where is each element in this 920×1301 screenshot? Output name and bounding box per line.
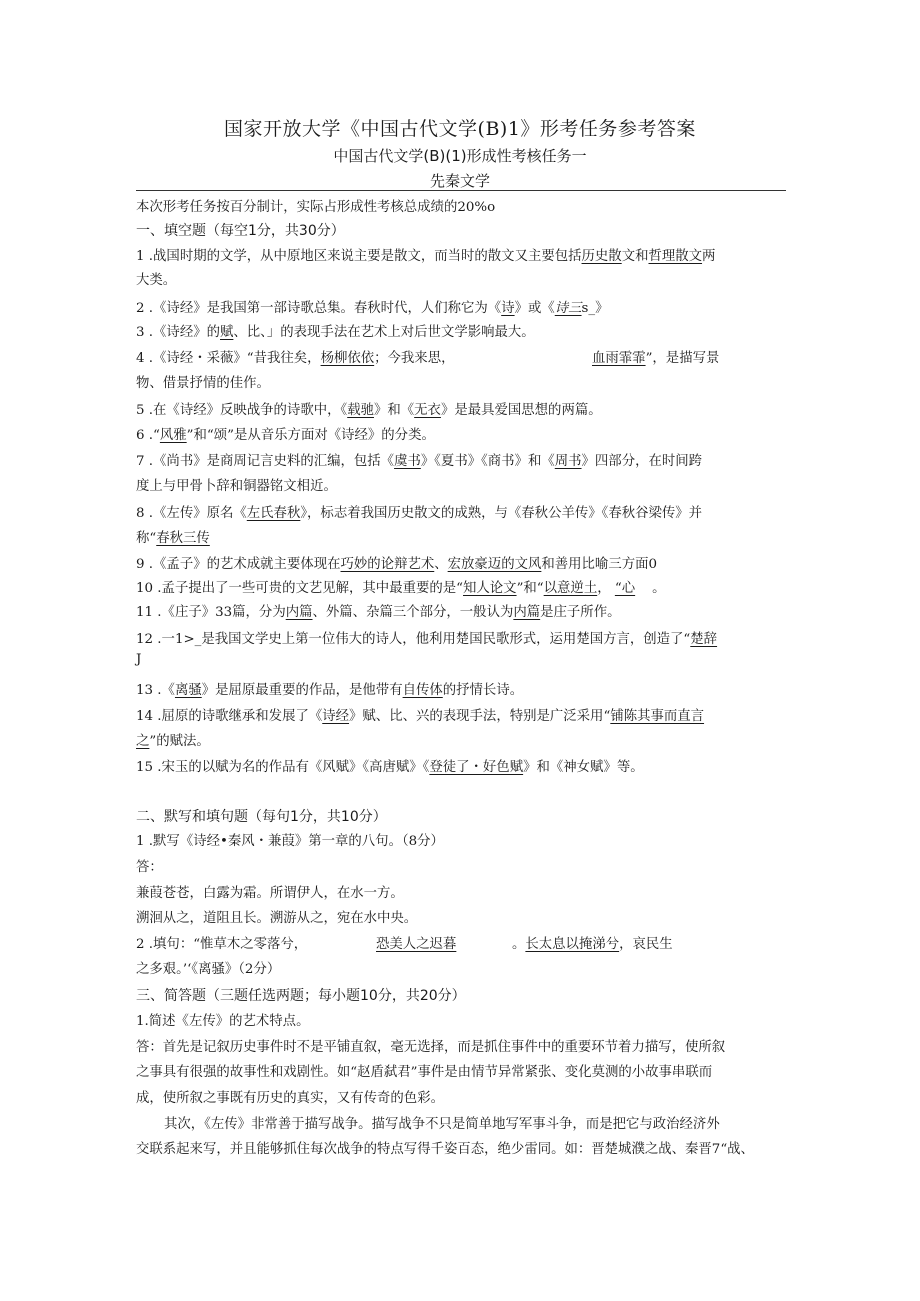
question-1 [136,245,715,264]
answer-blank: 诗 [501,301,515,316]
answer-blank: 春秋三传 [156,531,210,546]
question-3 [136,321,535,340]
q-text: 。 [512,937,526,952]
q-text: ”和“颂”是从音乐方面对《诗经》的分类。 [186,428,435,443]
answer-blank: 知人论文 [463,581,517,596]
q-text: 和善用比喻三方面0 [541,557,658,572]
question-14-cont [136,730,210,749]
q-text: 、外篇、杂篇三个部分，一般认为 [312,605,514,620]
answer-paragraph-2-line-1: 其次，《左传》非常善于描写战争。描写战争不只是简单地写军事斗争，而是把它与政治经济外 [164,1117,720,1132]
answer-blank: 宏放豪迈的文风 [447,557,542,572]
question-6 [136,424,435,443]
document-subtitle: 中国古代文学(B)(1)形成性考核任务一 [333,147,587,165]
answer-blank: 周书 [554,454,582,469]
dictation-answer-line-2: 溯洄从之，道阻且长。溯游从之，宛在水中央。 [136,911,418,926]
q-text: ”的赋法。 [149,734,210,749]
question-7-cont: 度上与甲骨卜辞和铜器铭文相近。 [136,479,337,494]
answer-blank: 历史散 [581,249,622,264]
q-text: 》四部分，在时间跨 [581,454,703,469]
section-heading-fill-in: 一、填空题（每空1分，共30分） [136,223,345,239]
q-text: 5 .在《诗经》反映战争的诗歌中，《 [136,403,348,418]
q-text: 》和《神女赋》等。 [523,760,644,775]
answer-blank: 虞书 [394,454,421,469]
answer-blank: 楚辞 [690,632,718,647]
question-10 [136,577,666,596]
q-text: 15 .宋玉的以赋为名的作品有《风赋》《高唐赋》《 [136,760,430,775]
answer-blank: 内篇 [513,605,541,620]
answer-blank: 铺陈其事而直言 [610,709,705,724]
q-text: 7 .《尚书》是商周记言史料的汇编，包括《 [136,454,395,469]
question-8-cont [136,527,210,546]
answer-blank: 离骚 [174,683,202,698]
answer-blank: “心 [614,581,636,596]
document-title: 国家开放大学《中国古代文学(B)1》形考任务参考答案 [224,118,696,140]
answer-blank: 恐美人之迟暮 [376,937,457,952]
q-text: 。 [652,581,666,596]
dictation-answer-line-1: 兼葭苍苍，白露为霜。所谓伊人，在水一方。 [136,886,404,901]
q-text: 8 .《左传》原名《 [136,506,247,521]
answer-blank: 登徒了・好色赋 [429,760,524,775]
q-text: 是庄子所作。 [540,605,621,620]
dictation-question-2-answer [376,933,456,952]
question-7 [136,450,702,469]
answer-paragraph-1-line-3: 成，使所叙之事既有历史的真实，又有传奇的色彩。 [136,1091,444,1106]
q-text: 》，标志着我国历史散文的成熟，与《春秋公羊传》《春秋谷梁传》并 [300,506,703,521]
dictation-question-2-answer-2 [512,933,673,952]
q-text: 、 [434,557,448,572]
q-text: 14 .屈原的诗歌继承和发展了《 [136,709,323,724]
q-text: 9 .《孟子》的艺术成就主要体现在 [136,557,341,572]
answer-blank: 之 [136,734,150,749]
q-text: 文和 [621,249,649,264]
question-4-answer [592,347,719,366]
q-text: ”，是描写景 [645,351,720,366]
title-divider [136,190,786,191]
q-text: 》赋、比、兴的表现手法，特别是广泛采用“ [349,709,611,724]
intro-text: 本次形考任务按百分制计，实际占形成性考核总成绩的20%o [136,200,496,215]
answer-label: 答： [136,860,163,875]
q-text: ，哀民生 [619,937,673,952]
question-9 [136,553,657,572]
q-text: 》是最具爱国思想的两篇。 [440,403,602,418]
section-subtitle: 先秦文学 [429,172,490,190]
question-12 [136,628,717,647]
answer-blank: 长太息以掩涕兮 [525,937,620,952]
question-8 [136,502,702,521]
q-text: 4 .《诗经・采薇》“昔我往矣， [136,351,321,366]
answer-blank: 诗三 [554,301,582,316]
q-text: 12 .一1>_是我国文学史上第一位伟大的诗人，他利用楚国民歌形式，运用楚国方言，创造了“ [136,632,691,647]
q-text: 10 .孟子提出了一些可贵的文艺见解，其中最重要的是“ [136,581,463,596]
answer-paragraph-1-line-2: 之事具有很强的故事性和戏剧性。如“赵盾弑君”事件是由情节异常紧张、变化莫测的小故事串联而 [136,1065,713,1080]
answer-paragraph-2-line-2: 交联系起来写，并且能够抓住每次战争的特点写得千姿百态，绝少雷同。如：晋楚城濮之战、秦晋7“战、 [136,1142,754,1157]
q-text: s_》 [581,301,609,316]
question-5 [136,399,602,418]
q-text: ；今我来思， [374,351,455,366]
answer-blank: 左氏春秋 [246,506,301,521]
question-4 [136,347,454,366]
question-11 [136,601,620,620]
short-answer-question-1: 1.简述《左传》的艺术特点。 [136,1014,310,1029]
q-text: 6 .“ [136,428,160,443]
answer-blank: 无衣 [414,403,441,418]
answer-blank: 哲理散文 [648,249,703,264]
answer-blank: 杨柳依依 [320,351,375,366]
q-text: 两 [702,249,716,264]
answer-paragraph-1-line-1: 答：首先是记叙历史事件时不是平铺直叙，毫无选择，而是抓住事件中的重要环节着力描写，使所叙 [136,1040,726,1055]
answer-blank: 巧妙的论辩艺术 [340,557,435,572]
question-12-cont: J [136,652,142,667]
q-text: 》或《 [514,301,555,316]
q-text: 2 .填句：“惟草木之零落兮， [136,937,308,952]
dictation-question-2 [136,933,307,952]
q-text: ”和“ [516,581,544,596]
answer-blank: 血雨霏霏 [592,351,646,366]
answer-blank: 自传体 [402,683,443,698]
answer-blank: 诗经 [322,709,350,724]
q-text: 2 .《诗经》是我国第一部诗歌总集。春秋时代，人们称它为《 [136,301,502,316]
answer-blank: 赋 [220,325,234,340]
q-text: 》《夏书》《商书》和《 [420,454,555,469]
question-13 [136,679,523,698]
question-1-cont: 大类。 [136,273,177,288]
q-text: 、比、」的表现手法在艺术上对后世文学影响最大。 [233,325,535,340]
question-4-cont: 物、借景抒情的佳作。 [136,376,270,391]
dictation-question-2-cont: 之多艰。’‘《离骚》（2分） [136,962,281,977]
q-text: 》和《 [373,403,415,418]
q-text: 的抒情长诗。 [442,683,524,698]
q-text: 3 .《诗经》的 [136,325,220,340]
answer-blank: 以意逆土 [543,581,598,596]
question-2 [136,297,609,316]
q-text: 》是屈原最重要的作品，是他带有 [201,683,403,698]
answer-blank: 风雅 [159,428,187,443]
q-text: 11 .《庄子》33篇，分为 [136,605,286,620]
section-heading-short-answer: 三、简答题（三题任选两题；每小题10分，共20分） [136,988,466,1004]
dictation-question-1: 1 .默写《诗经•秦风・兼葭》第一章的八句。（8分） [136,834,444,849]
section-heading-dictation: 二、默写和填句题（每句1分，共10分） [136,809,387,825]
question-15 [136,756,644,775]
q-text: ， [597,581,611,596]
answer-blank: 内篇 [285,605,313,620]
question-14 [136,705,704,724]
q-text: 1 .战国时期的文学，从中原地区来说主要是散文，而当时的散文又主要包括 [136,249,582,264]
q-text: 称“ [136,531,157,546]
answer-blank: 载驰 [347,403,374,418]
q-text: 13 .《 [136,683,175,698]
